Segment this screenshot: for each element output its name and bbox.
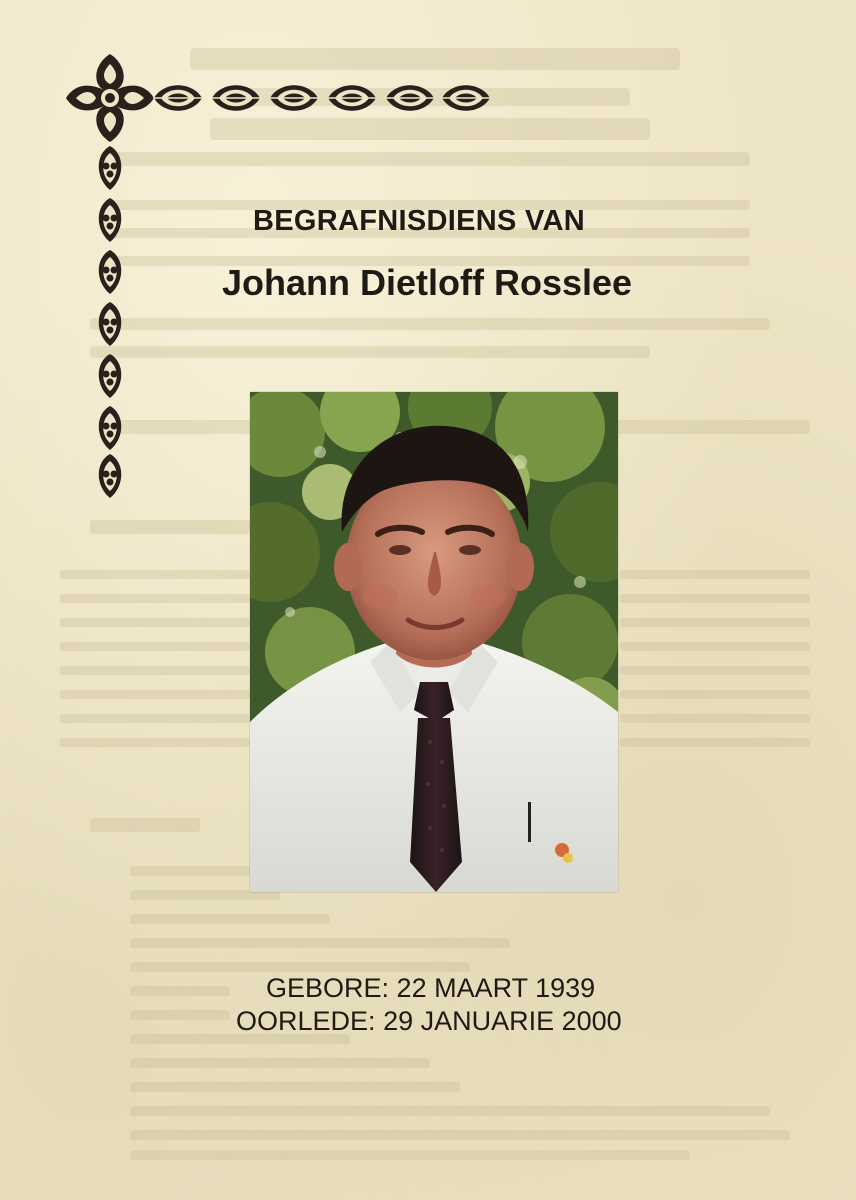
service-title: BEGRAFNISDIENS VAN — [253, 205, 585, 237]
life-dates — [236, 972, 636, 1038]
death-line — [236, 1005, 636, 1038]
birth-line — [236, 972, 636, 1005]
birth-label: GEBORE: — [266, 973, 390, 1003]
birth-date: 22 MAART 1939 — [396, 973, 596, 1003]
death-date: 29 JANUARIE 2000 — [383, 1006, 622, 1036]
deceased-name: Johann Dietloff Rosslee — [222, 262, 633, 303]
death-label: OORLEDE: — [236, 1006, 376, 1036]
portrait-photo — [250, 392, 618, 892]
